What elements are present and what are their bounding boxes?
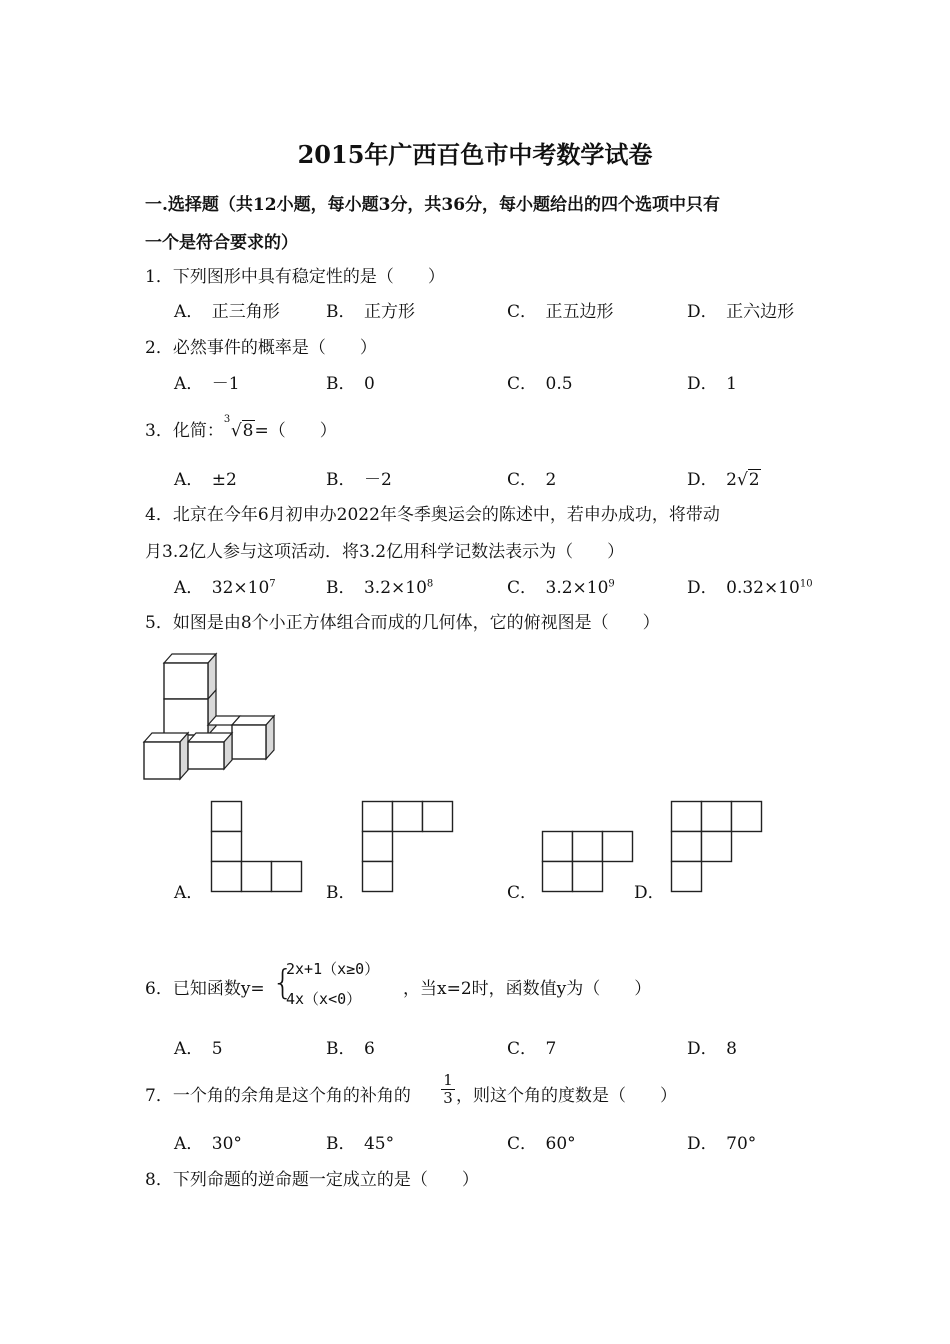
radical-sign-icon: √ xyxy=(736,470,748,490)
option-b-base: B． 3.2×10 xyxy=(326,578,427,598)
question-6-option-a: A． 5 xyxy=(174,1039,223,1059)
option-d-top-view-grid xyxy=(671,801,763,893)
question-5-option-a: A． xyxy=(174,883,204,903)
question-5-stem: 5．如图是由8个小正方体组合而成的几何体，它的俯视图是（ ） xyxy=(145,613,660,633)
question-5-option-b: B． xyxy=(326,883,356,903)
grid-cell xyxy=(603,832,633,862)
grid-cell xyxy=(212,802,242,832)
question-7-option-d: D． 70° xyxy=(687,1134,757,1154)
grid-cell xyxy=(543,862,573,892)
radicand: 8 xyxy=(242,421,254,441)
question-1-stem: 1．下列图形中具有稳定性的是（ ） xyxy=(145,267,445,287)
question-7-stem-suffix: ，则这个角的度数是（ ） xyxy=(456,1086,677,1106)
fraction-denominator: 3 xyxy=(441,1089,455,1107)
option-d-base: D． 0.32×10 xyxy=(687,578,800,598)
grid-cell xyxy=(212,862,242,892)
question-1-option-d: D． 正六边形 xyxy=(687,302,795,322)
question-5-option-c: C． xyxy=(507,883,538,903)
cube-front-face xyxy=(164,663,208,699)
question-2-option-d: D． 1 xyxy=(687,374,737,394)
question-1-option-a: A． 正三角形 xyxy=(174,302,280,322)
question-3-option-d xyxy=(687,465,761,490)
cube-front-face xyxy=(164,699,208,735)
question-6-option-c: C． 7 xyxy=(507,1039,557,1059)
question-6-stem-suffix: ，当x=2时，函数值y为（ ） xyxy=(403,979,652,999)
option-b-top-view-grid xyxy=(362,801,454,893)
option-a-exponent: 7 xyxy=(269,578,276,590)
grid-cell xyxy=(363,832,393,862)
question-1-option-b: B． 正方形 xyxy=(326,302,415,322)
option-a-base: A． 32×10 xyxy=(174,578,270,598)
fraction-numerator: 1 xyxy=(443,1071,453,1089)
question-3-option-c: C． 2 xyxy=(507,470,557,490)
question-4-option-d xyxy=(687,573,813,598)
question-4-line1: 4．北京在今年6月初申办2022年冬季奥运会的陈述中，若申办成功，将带动 xyxy=(145,505,720,525)
question-1-option-c: C． 正五边形 xyxy=(507,302,614,322)
grid-cell xyxy=(702,802,732,832)
question-3-option-d-label: D． 2 xyxy=(687,470,737,490)
grid-cell xyxy=(272,862,302,892)
cube-side-face xyxy=(208,690,216,735)
question-2-option-b: B． 0 xyxy=(326,374,375,394)
cube-root xyxy=(223,414,255,441)
grid-cell xyxy=(672,862,702,892)
grid-cell xyxy=(672,802,702,832)
grid-cell xyxy=(363,802,393,832)
question-2-option-c: C． 0.5 xyxy=(507,374,573,394)
left-brace-icon: { xyxy=(272,963,294,1003)
question-3-stem-suffix: =（ ） xyxy=(254,421,337,441)
option-c-exponent: 9 xyxy=(608,578,615,590)
grid-cell xyxy=(573,832,603,862)
question-4-option-b xyxy=(326,573,433,598)
option-d-exponent: 10 xyxy=(799,578,813,590)
question-6-option-b: B． 6 xyxy=(326,1039,375,1059)
grid-cell xyxy=(543,832,573,862)
option-a-top-view-grid xyxy=(211,801,303,893)
question-8-stem: 8．下列命题的逆命题一定成立的是（ ） xyxy=(145,1170,479,1190)
fraction xyxy=(441,1072,455,1107)
cube-top-face xyxy=(164,654,216,663)
cube-front-face xyxy=(144,742,180,779)
question-4-option-c xyxy=(507,573,615,598)
question-7-option-b: B． 45° xyxy=(326,1134,395,1154)
grid-cell xyxy=(242,862,272,892)
grid-cell xyxy=(702,832,732,862)
question-4-option-a xyxy=(174,573,276,598)
question-6-option-d: D． 8 xyxy=(687,1039,737,1059)
grid-cell xyxy=(212,832,242,862)
radical-sign-icon: √ xyxy=(230,421,242,441)
question-3-option-b: B． －2 xyxy=(326,470,392,490)
question-3-option-a: A． ±2 xyxy=(174,470,237,490)
piecewise-case-1: 2x+1（x≥0） xyxy=(286,960,380,978)
question-4-line2: 月3.2亿人参与这项活动．将3.2亿用科学记数法表示为（ ） xyxy=(145,542,625,562)
grid-cell xyxy=(573,862,603,892)
grid-cell xyxy=(393,802,423,832)
grid-cell xyxy=(423,802,453,832)
piecewise-case-2: 4x（x<0） xyxy=(286,990,362,1008)
grid-cell xyxy=(732,802,762,832)
root-index: 3 xyxy=(223,414,231,425)
cube-solid-figure xyxy=(140,650,280,785)
option-d-radicand: 2 xyxy=(748,470,760,490)
question-6-stem-prefix: 6．已知函数y= xyxy=(145,979,265,999)
option-c-top-view-grid xyxy=(542,831,634,893)
question-3-stem-prefix: 3．化简： xyxy=(145,421,224,441)
cube-front-face xyxy=(188,742,224,769)
section-heading-line2: 一个是符合要求的） xyxy=(145,233,298,253)
section-heading-line1: 一.选择题（共12小题，每小题3分，共36分，每小题给出的四个选项中只有 xyxy=(145,195,721,215)
question-2-stem: 2．必然事件的概率是（ ） xyxy=(145,338,377,358)
cube-side-face xyxy=(180,733,188,779)
option-c-base: C． 3.2×10 xyxy=(507,578,609,598)
question-7-stem-prefix: 7．一个角的余角是这个角的补角的 xyxy=(145,1086,411,1106)
question-2-option-a: A． －1 xyxy=(174,374,240,394)
question-7-option-a: A． 30° xyxy=(174,1134,242,1154)
page-title: 2015年广西百色市中考数学试卷 xyxy=(297,140,653,169)
grid-cell xyxy=(363,862,393,892)
cube-front-face xyxy=(232,725,266,759)
question-3-stem xyxy=(145,416,337,441)
question-5-option-d: D． xyxy=(634,883,665,903)
question-7-option-c: C． 60° xyxy=(507,1134,576,1154)
grid-cell xyxy=(672,832,702,862)
option-b-exponent: 8 xyxy=(426,578,434,590)
